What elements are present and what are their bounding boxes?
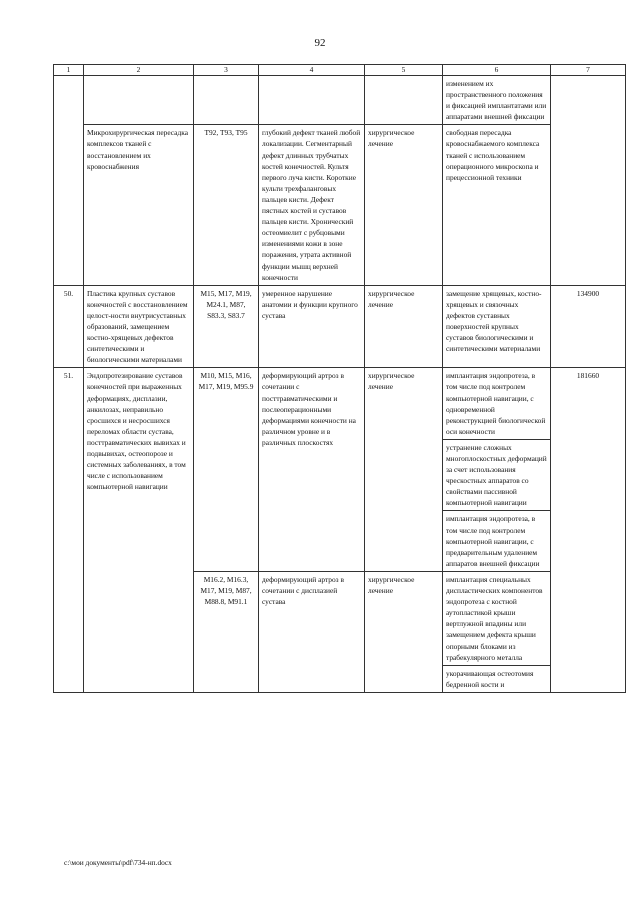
patient-model-cell xyxy=(259,76,365,125)
page-number: 92 xyxy=(314,37,326,49)
treatment-type-cell xyxy=(365,76,443,125)
icd-codes-cell: М16.2, М16.3, М17, М19, М87, М88.8, М91.1 xyxy=(194,571,259,692)
patient-model-cell: деформирующий артроз в сочетании с дисплазией сустава xyxy=(259,571,365,692)
method-name-cell: Микрохирургическая пересадка комплексов тканей с восстановлением их кровоснабжения xyxy=(84,125,194,285)
patient-model-cell: глубокий дефект тканей любой локализации. Сегментарный дефект длинных трубчатых костей конечностей. Культя первого луча кисти. Короткие культи трехфаланговых пальцев кисти. Дефект пястных костей и суставов пальцев кисти. Хронический остеомиелит с рубцовыми изменениями кожи в зоне поражения, утрата активной функции мышц верхней конечности xyxy=(259,125,365,285)
header-cell: 2 xyxy=(84,65,194,76)
icd-codes-cell xyxy=(194,76,259,125)
method-name-cell: Эндопротезирование суставов конечностей при выраженных деформациях, дисплазии, анкилозах, неправильно сросшихся и несросшихся переломах области сустава, посттравматических вывихах и подвывихах, остеопорозе и системных заболеваниях, в том числе с использованием компьютерной навигации xyxy=(84,368,194,693)
treatment-method-cell: изменением их пространственного положения и фиксацией имплантатами или аппаратами внешней фиксации xyxy=(443,76,551,125)
row-number-cell: 51. xyxy=(54,368,84,693)
header-cell: 6 xyxy=(443,65,551,76)
treatment-method-cell: укорачивающая остеотомия бедренной кости и xyxy=(443,665,551,692)
cost-cell: 134900 xyxy=(551,285,626,368)
medical-care-table xyxy=(53,64,626,693)
icd-codes-cell: М10, М15, М16, М17, М19, М95.9 xyxy=(194,368,259,572)
method-name-cell xyxy=(84,76,194,125)
treatment-type-cell: хирургическое лечение xyxy=(365,125,443,285)
treatment-type-cell: хирургическое лечение xyxy=(365,285,443,368)
patient-model-cell: умеренное нарушение анатомии и функции крупного сустава xyxy=(259,285,365,368)
file-path-footer: c:\мои документы\pdf\734-нп.docx xyxy=(64,858,172,867)
icd-codes-cell: М15, М17, М19, М24.1, М87, S83.3, S83.7 xyxy=(194,285,259,368)
header-cell: 1 xyxy=(54,65,84,76)
table-row xyxy=(54,125,626,285)
treatment-type-cell: хирургическое лечение xyxy=(365,368,443,572)
table-row xyxy=(54,368,626,440)
row-number-cell: 50. xyxy=(54,285,84,368)
patient-model-cell: деформирующий артроз в сочетании с посттравматическими и послеоперационными деформациями конечности на различном уровне и в различных плоскостях xyxy=(259,368,365,572)
treatment-type-cell: хирургическое лечение xyxy=(365,571,443,692)
header-cell: 4 xyxy=(259,65,365,76)
method-name-cell: Пластика крупных суставов конечностей с восстановлением целост-ности внутрисуставных образований, замещением костно-хрящевых дефектов синтетическими и биологическими материалами xyxy=(84,285,194,368)
cost-cell xyxy=(551,76,626,286)
header-row xyxy=(54,65,626,76)
treatment-method-cell: имплантация эндопротеза, в том числе под контролем компьютерной навигации, с предварительным удалением аппаратов внешней фиксации xyxy=(443,511,551,571)
table-row xyxy=(54,285,626,368)
row-number-cell xyxy=(54,76,84,286)
header-cell: 3 xyxy=(194,65,259,76)
header-cell: 5 xyxy=(365,65,443,76)
treatment-method-cell: имплантация эндопротеза, в том числе под контролем компьютерной навигации, с одновременной реконструкцией биологической оси конечности xyxy=(443,368,551,440)
treatment-method-cell: имплантация специальных диспластических компонентов эндопротеза с костной аутопластикой крыши вертлужной впадины или замещением дефекта крыши опорными блоками из трабекулярного металла xyxy=(443,571,551,665)
icd-codes-cell: Т92, Т93, Т95 xyxy=(194,125,259,285)
treatment-method-cell: устранение сложных многоплоскостных деформаций за счет использования чрескостных аппаратов со свойствами пассивной компьютерной навигации xyxy=(443,439,551,511)
treatment-method-cell: свободная пересадка кровоснабжаемого комплекса тканей с использованием операционного микроскопа и прецессионной техники xyxy=(443,125,551,285)
table-row xyxy=(54,76,626,125)
cost-cell: 181660 xyxy=(551,368,626,693)
header-cell: 7 xyxy=(551,65,626,76)
treatment-method-cell: замещение хрящевых, костно-хрящевых и связочных дефектов суставных поверхностей крупных суставов биологическими и синтетическими материалами xyxy=(443,285,551,368)
